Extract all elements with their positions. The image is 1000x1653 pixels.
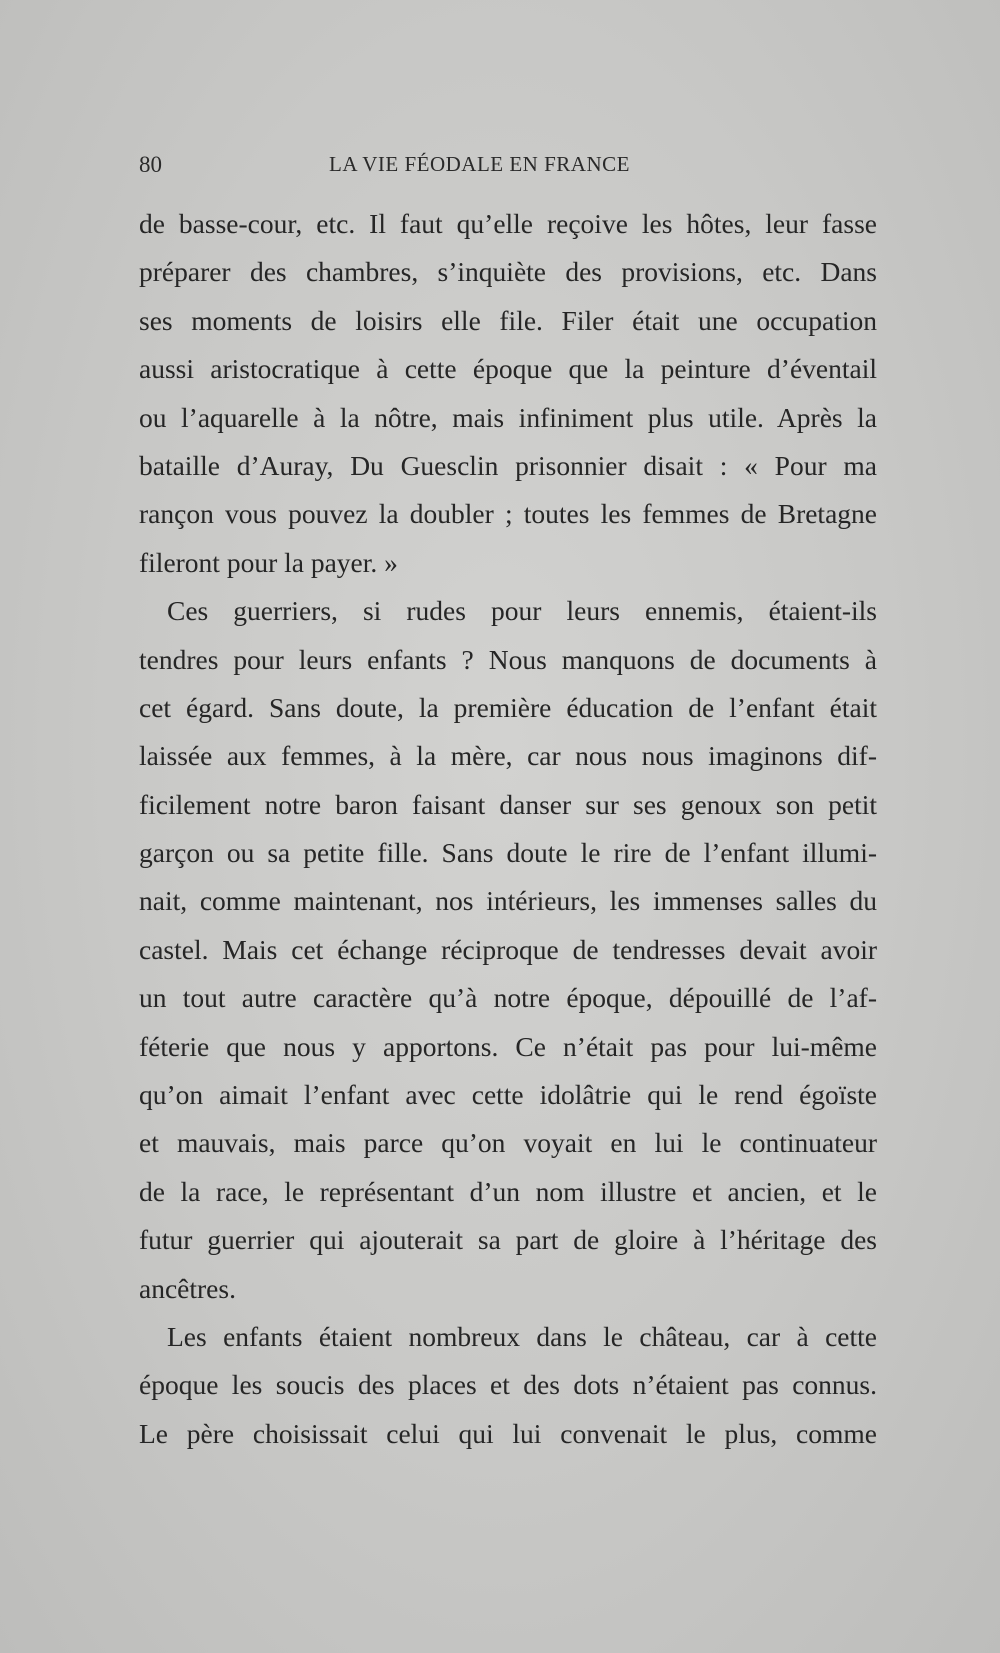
page-number: 80 <box>139 152 162 177</box>
page-header <box>139 152 879 188</box>
text-line: garçon ou sa petite fille. Sans doute le rire de l’enfant illumi- <box>139 837 877 869</box>
text-line: ficilement notre baron faisant danser sur ses genoux son petit <box>139 788 877 820</box>
text-line: cet égard. Sans doute, la première éducation de l’enfant était <box>139 691 877 723</box>
body-text <box>139 200 877 1458</box>
text-line: ses moments de loisirs elle file. Filer était une occupation <box>139 304 877 336</box>
text-line: qu’on aimait l’enfant avec cette idolâtrie qui le rend égoïste <box>139 1079 877 1111</box>
running-title: LA VIE FÉODALE EN FRANCE <box>329 152 630 176</box>
text-line: tendres pour leurs enfants ? Nous manquons de documents à <box>139 643 877 675</box>
text-line: ancêtres. <box>139 1272 236 1304</box>
text-line: futur guerrier qui ajouterait sa part de gloire à l’héritage des <box>139 1224 877 1256</box>
paragraph-first-line: Les enfants étaient nombreux dans le château, car à cette <box>167 1320 877 1352</box>
text-line: ou l’aquarelle à la nôtre, mais infiniment plus utile. Après la <box>139 401 877 433</box>
text-line: nait, comme maintenant, nos intérieurs, les immenses salles du <box>139 885 877 917</box>
text-line: rançon vous pouvez la doubler ; toutes les femmes de Bretagne <box>139 498 877 530</box>
text-line: fileront pour la payer. » <box>139 546 398 578</box>
text-line: laissée aux femmes, à la mère, car nous nous imaginons dif- <box>139 740 877 772</box>
text-line: époque les soucis des places et des dots n’étaient pas connus. <box>139 1369 877 1401</box>
text-line: de basse-cour, etc. Il faut qu’elle reçoive les hôtes, leur fasse <box>139 208 877 239</box>
text-line: Le père choisissait celui qui lui convenait le plus, comme <box>139 1417 877 1449</box>
paragraph-first-line: Ces guerriers, si rudes pour leurs ennemis, étaient-ils <box>167 595 877 627</box>
text-line: aussi aristocratique à cette époque que la peinture d’éventail <box>139 353 877 385</box>
text-line: bataille d’Auray, Du Guesclin prisonnier disait : « Pour ma <box>139 449 877 481</box>
text-line: un tout autre caractère qu’à notre époque, dépouillé de l’af- <box>139 982 877 1014</box>
text-line: castel. Mais cet échange réciproque de tendresses devait avoir <box>139 933 877 965</box>
text-line: préparer des chambres, s’inquiète des provisions, etc. Dans <box>139 256 877 288</box>
text-line: et mauvais, mais parce qu’on voyait en lui le continuateur <box>139 1127 877 1159</box>
text-line: féterie que nous y apportons. Ce n’était pas pour lui-même <box>139 1030 877 1062</box>
text-line: de la race, le représentant d’un nom illustre et ancien, et le <box>139 1175 877 1207</box>
